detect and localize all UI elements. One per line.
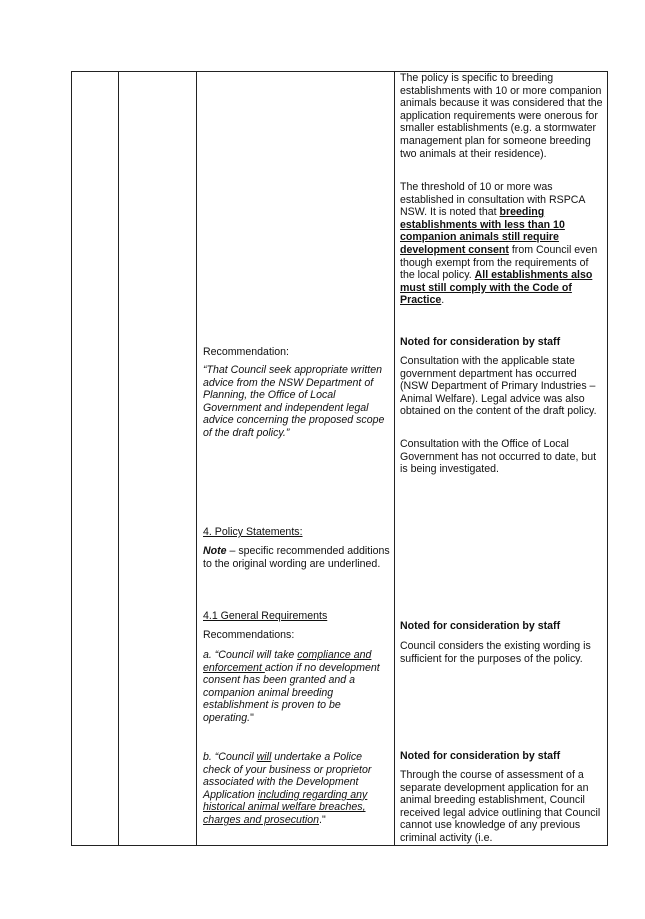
note-text: – specific recommended additions to the original wording are underlined.	[203, 545, 390, 570]
recommendations-label: Recommendations:	[203, 629, 295, 641]
table-divider-3	[394, 71, 395, 846]
recommendation-b	[203, 751, 391, 827]
olg-paragraph: Consultation with the Office of Local Government has not occurred to date, but is being investigated.	[400, 438, 597, 476]
table-border-right	[607, 71, 608, 846]
table-border-left	[71, 71, 72, 846]
consultation-paragraph: Consultation with the applicable state government department has occurred (NSW Department of Primary Industries – Animal Welfare). Legal advice was also obtained on the content of the draft policy.	[400, 355, 597, 418]
p2-emphasis-d: All establishments also must still comply with the Code of Practice	[400, 269, 593, 307]
noted-heading-1: Noted for consideration by staff	[400, 336, 561, 348]
rec-a-part-4: "	[250, 711, 254, 724]
p2-emphasis-b: breeding establishments with less than 10 companion animals still require development consent	[400, 206, 565, 256]
policy-statements-heading: 4. Policy Statements:	[203, 526, 303, 538]
recommendation-quote: “That Council seek appropriate written advice from the NSW Department of Planning, the Office of Local Government and independent legal advice concerning the proposed scope of the draft policy.”	[203, 364, 385, 439]
rec-b-part-4: including regarding any historical animal welfare breaches, charges and prosecution	[203, 788, 368, 826]
recommendation-label: Recommendation:	[203, 346, 289, 358]
policy-threshold-paragraph: The policy is specific to breeding establishments with 10 or more companion animals because it was considered that the application requirements were onerous for smaller establishments (e.g. a stormwater management plan for someone breeding two animals at their residence).	[400, 72, 603, 160]
table-divider-2	[196, 71, 197, 846]
note-paragraph	[203, 545, 391, 570]
existing-wording-paragraph: Council considers the existing wording is sufficient for the purposes of the policy.	[400, 640, 591, 665]
rec-b-part-2: will	[256, 751, 272, 763]
general-requirements-heading: 4.1 General Requirements	[203, 610, 328, 622]
table-bottom-border	[71, 845, 608, 846]
legal-advice-paragraph: Through the course of assessment of a separate development application for an animal breeding establishment, Council received legal advice outlining that Council cannot use knowledge of any previous criminal activity (i.e.	[400, 769, 601, 844]
p2-text-a: The threshold of 10 or more was established in consultation with RSPCA NSW. It is noted that	[400, 181, 585, 219]
rec-a-part-3: action if no development consent has been granted and a companion animal breeding establishment is proven to be operating.	[203, 661, 380, 724]
recommendation-a	[203, 649, 391, 725]
table-divider-1	[118, 71, 119, 846]
rec-b-part-3: undertake a Police check of your business or proprietor associated with the Development Application	[203, 751, 372, 801]
note-label: Note	[203, 545, 227, 557]
p2-text-c: from Council even though exempt from the requirements of the local policy.	[400, 243, 598, 282]
noted-heading-2: Noted for consideration by staff	[400, 620, 561, 632]
rec-b-part-5: ."	[319, 813, 326, 826]
rec-b-part-1: b. “Council	[203, 751, 257, 763]
rec-a-part-2: compliance and enforcement	[203, 649, 372, 674]
rspca-consultation-paragraph	[400, 181, 605, 307]
p2-text-e: .	[441, 294, 445, 307]
noted-heading-3: Noted for consideration by staff	[400, 750, 561, 762]
rec-a-part-1: a. “Council will take	[203, 649, 298, 661]
